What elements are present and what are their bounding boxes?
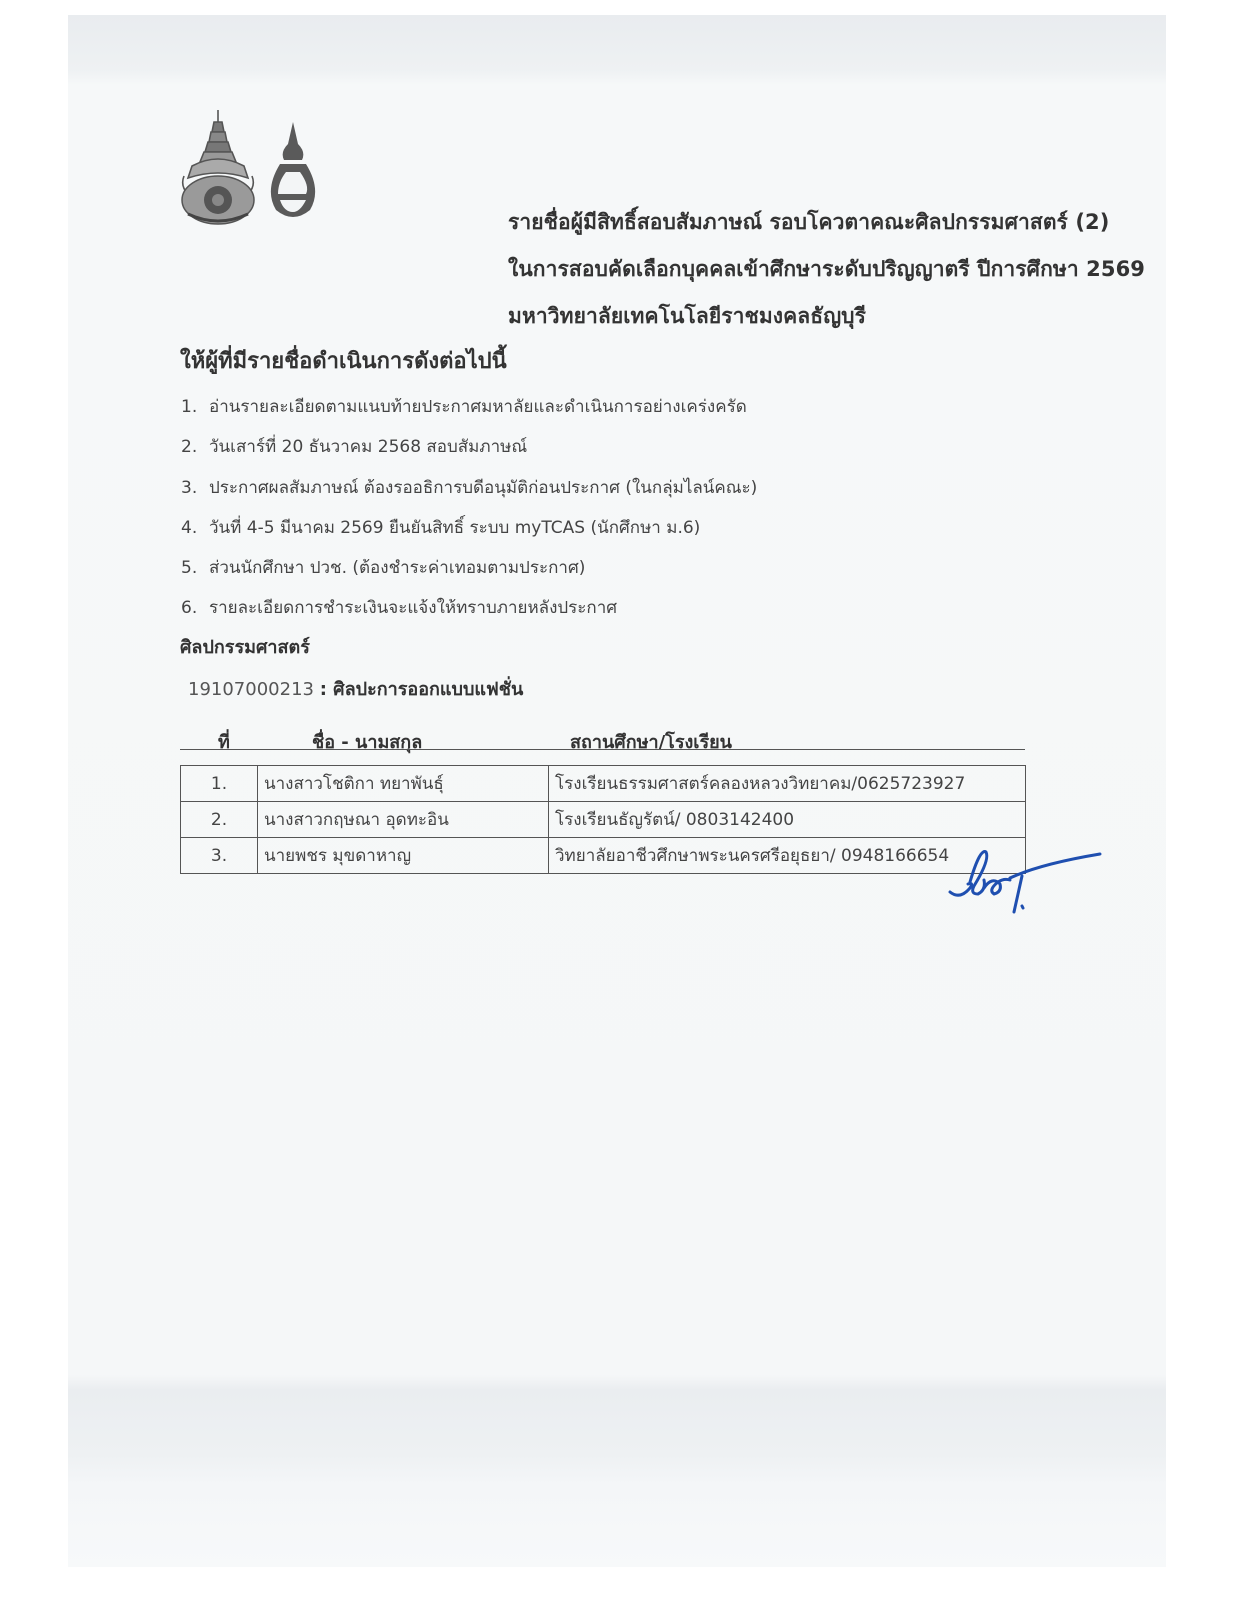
instruction-number: 1. — [181, 397, 198, 417]
instruction-text: รายละเอียดการชำระเงินจะแจ้งให้ทราบภายหลังประกาศ — [209, 598, 618, 618]
row-number: 1. — [181, 766, 258, 802]
instructions-heading: ให้ผู้ที่มีรายชื่อดำเนินการดังต่อไปนี้ — [180, 349, 507, 374]
instruction-item — [181, 433, 527, 460]
candidate-school: โรงเรียนธัญรัตน์/ 0803142400 — [549, 802, 1026, 838]
candidate-name: นายพชร มุขดาหาญ — [258, 838, 549, 874]
instruction-item — [181, 554, 585, 581]
instruction-number: 6. — [181, 598, 198, 618]
university-emblem-icon — [178, 108, 258, 226]
instruction-text: วันเสาร์ที่ 20 ธันวาคม 2568 สอบสัมภาษณ์ — [209, 437, 528, 457]
title-line-1: รายชื่อผู้มีสิทธิ์สอบสัมภาษณ์ รอบโควตาคณะศิลปกรรมศาสตร์ (2) — [508, 210, 1110, 234]
title-line-2: ในการสอบคัดเลือกบุคคลเข้าศึกษาระดับปริญญาตรี ปีการศึกษา 2569 — [508, 257, 1146, 281]
table-row — [181, 766, 1026, 802]
candidate-school: โรงเรียนธรรมศาสตร์คลองหลวงวิทยาคม/0625723927 — [549, 766, 1026, 802]
instruction-number: 3. — [181, 478, 198, 498]
title-line-3: มหาวิทยาลัยเทคโนโลยีราชมงคลธัญบุรี — [508, 304, 866, 328]
faculty-name: ศิลปกรรมศาสตร์ — [180, 637, 310, 658]
instruction-item — [181, 474, 757, 501]
column-header-number: ที่ — [218, 732, 230, 753]
program-code: 19107000213 — [188, 679, 314, 700]
table-row — [181, 802, 1026, 838]
candidate-name: นางสาวโชติกา ทยาพันธุ์ — [258, 766, 549, 802]
instruction-text: ประกาศผลสัมภาษณ์ ต้องรออธิการบดีอนุมัติก่อนประกาศ (ในกลุ่มไลน์คณะ) — [209, 478, 758, 498]
instruction-item — [181, 393, 747, 420]
instruction-number: 5. — [181, 558, 198, 578]
faculty-logo-icon — [262, 120, 324, 220]
table-row — [181, 838, 1026, 874]
row-number: 2. — [181, 802, 258, 838]
row-number: 3. — [181, 838, 258, 874]
instruction-text: ส่วนนักศึกษา ปวช. (ต้องชำระค่าเทอมตามประกาศ) — [209, 558, 586, 578]
instruction-item — [181, 514, 700, 541]
program-line — [188, 674, 523, 703]
instruction-item — [181, 594, 617, 621]
column-header-school: สถานศึกษา/โรงเรียน — [570, 732, 732, 753]
instruction-text: อ่านรายละเอียดตามแนบท้ายประกาศมหาลัยและดำเนินการอย่างเคร่งครัด — [209, 397, 747, 417]
instruction-number: 4. — [181, 518, 198, 538]
instruction-number: 2. — [181, 437, 198, 457]
candidates-table — [180, 765, 1026, 874]
program-name: : ศิลปะการออกแบบแฟชั่น — [319, 679, 524, 700]
candidate-name: นางสาวกฤษณา อุดทะอิน — [258, 802, 549, 838]
instruction-text: วันที่ 4-5 มีนาคม 2569 ยืนยันสิทธิ์ ระบบ myTCAS (นักศึกษา ม.6) — [209, 518, 701, 538]
header-rule — [180, 749, 1025, 750]
candidate-school: วิทยาลัยอาชีวศึกษาพระนครศรีอยุธยา/ 0948166654 — [549, 838, 1026, 874]
column-header-name: ชื่อ - นามสกุล — [312, 732, 423, 753]
signature-icon — [940, 838, 1105, 918]
